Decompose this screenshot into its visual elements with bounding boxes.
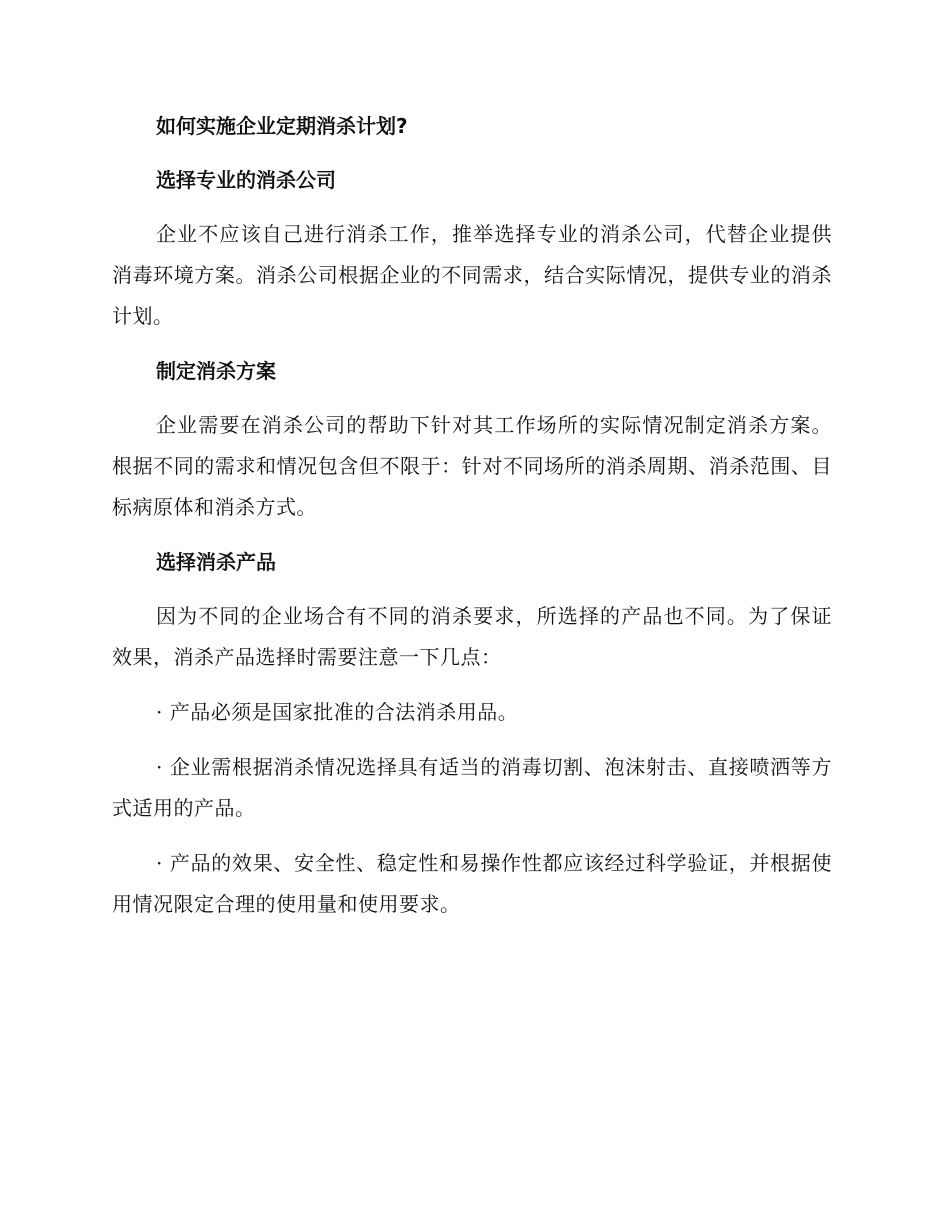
document-body bbox=[112, 106, 832, 939]
section-heading-company: 选择专业的消杀公司 bbox=[156, 168, 336, 192]
section-heading-products: 选择消杀产品 bbox=[156, 550, 276, 574]
bullet-item: · 产品的效果、安全性、稳定性和易操作性都应该经过科学验证，并根据使用情况限定合理的使用量和使用要求。 bbox=[112, 851, 832, 916]
bullet-item: · 产品必须是国家批准的合法消杀用品。 bbox=[156, 700, 519, 724]
section-paragraph: 企业需要在消杀公司的帮助下针对其工作场所的实际情况制定消杀方案。根据不同的需求和情况包含但不限于：针对不同场所的消杀周期、消杀范围、目标病原体和消杀方式。 bbox=[112, 413, 832, 519]
section-paragraph: 企业不应该自己进行消杀工作，推举选择专业的消杀公司，代替企业提供消毒环境方案。消杀公司根据企业的不同需求，结合实际情况，提供专业的消杀计划。 bbox=[112, 222, 832, 328]
bullet-item: · 企业需根据消杀情况选择具有适当的消毒切割、泡沫射击、直接喷洒等方式适用的产品。 bbox=[112, 755, 832, 820]
section-paragraph: 因为不同的企业场合有不同的消杀要求，所选择的产品也不同。为了保证效果，消杀产品选择时需要注意一下几点： bbox=[112, 604, 832, 669]
section-heading-plan: 制定消杀方案 bbox=[156, 359, 276, 383]
page-title: 如何实施企业定期消杀计划? bbox=[156, 114, 408, 138]
